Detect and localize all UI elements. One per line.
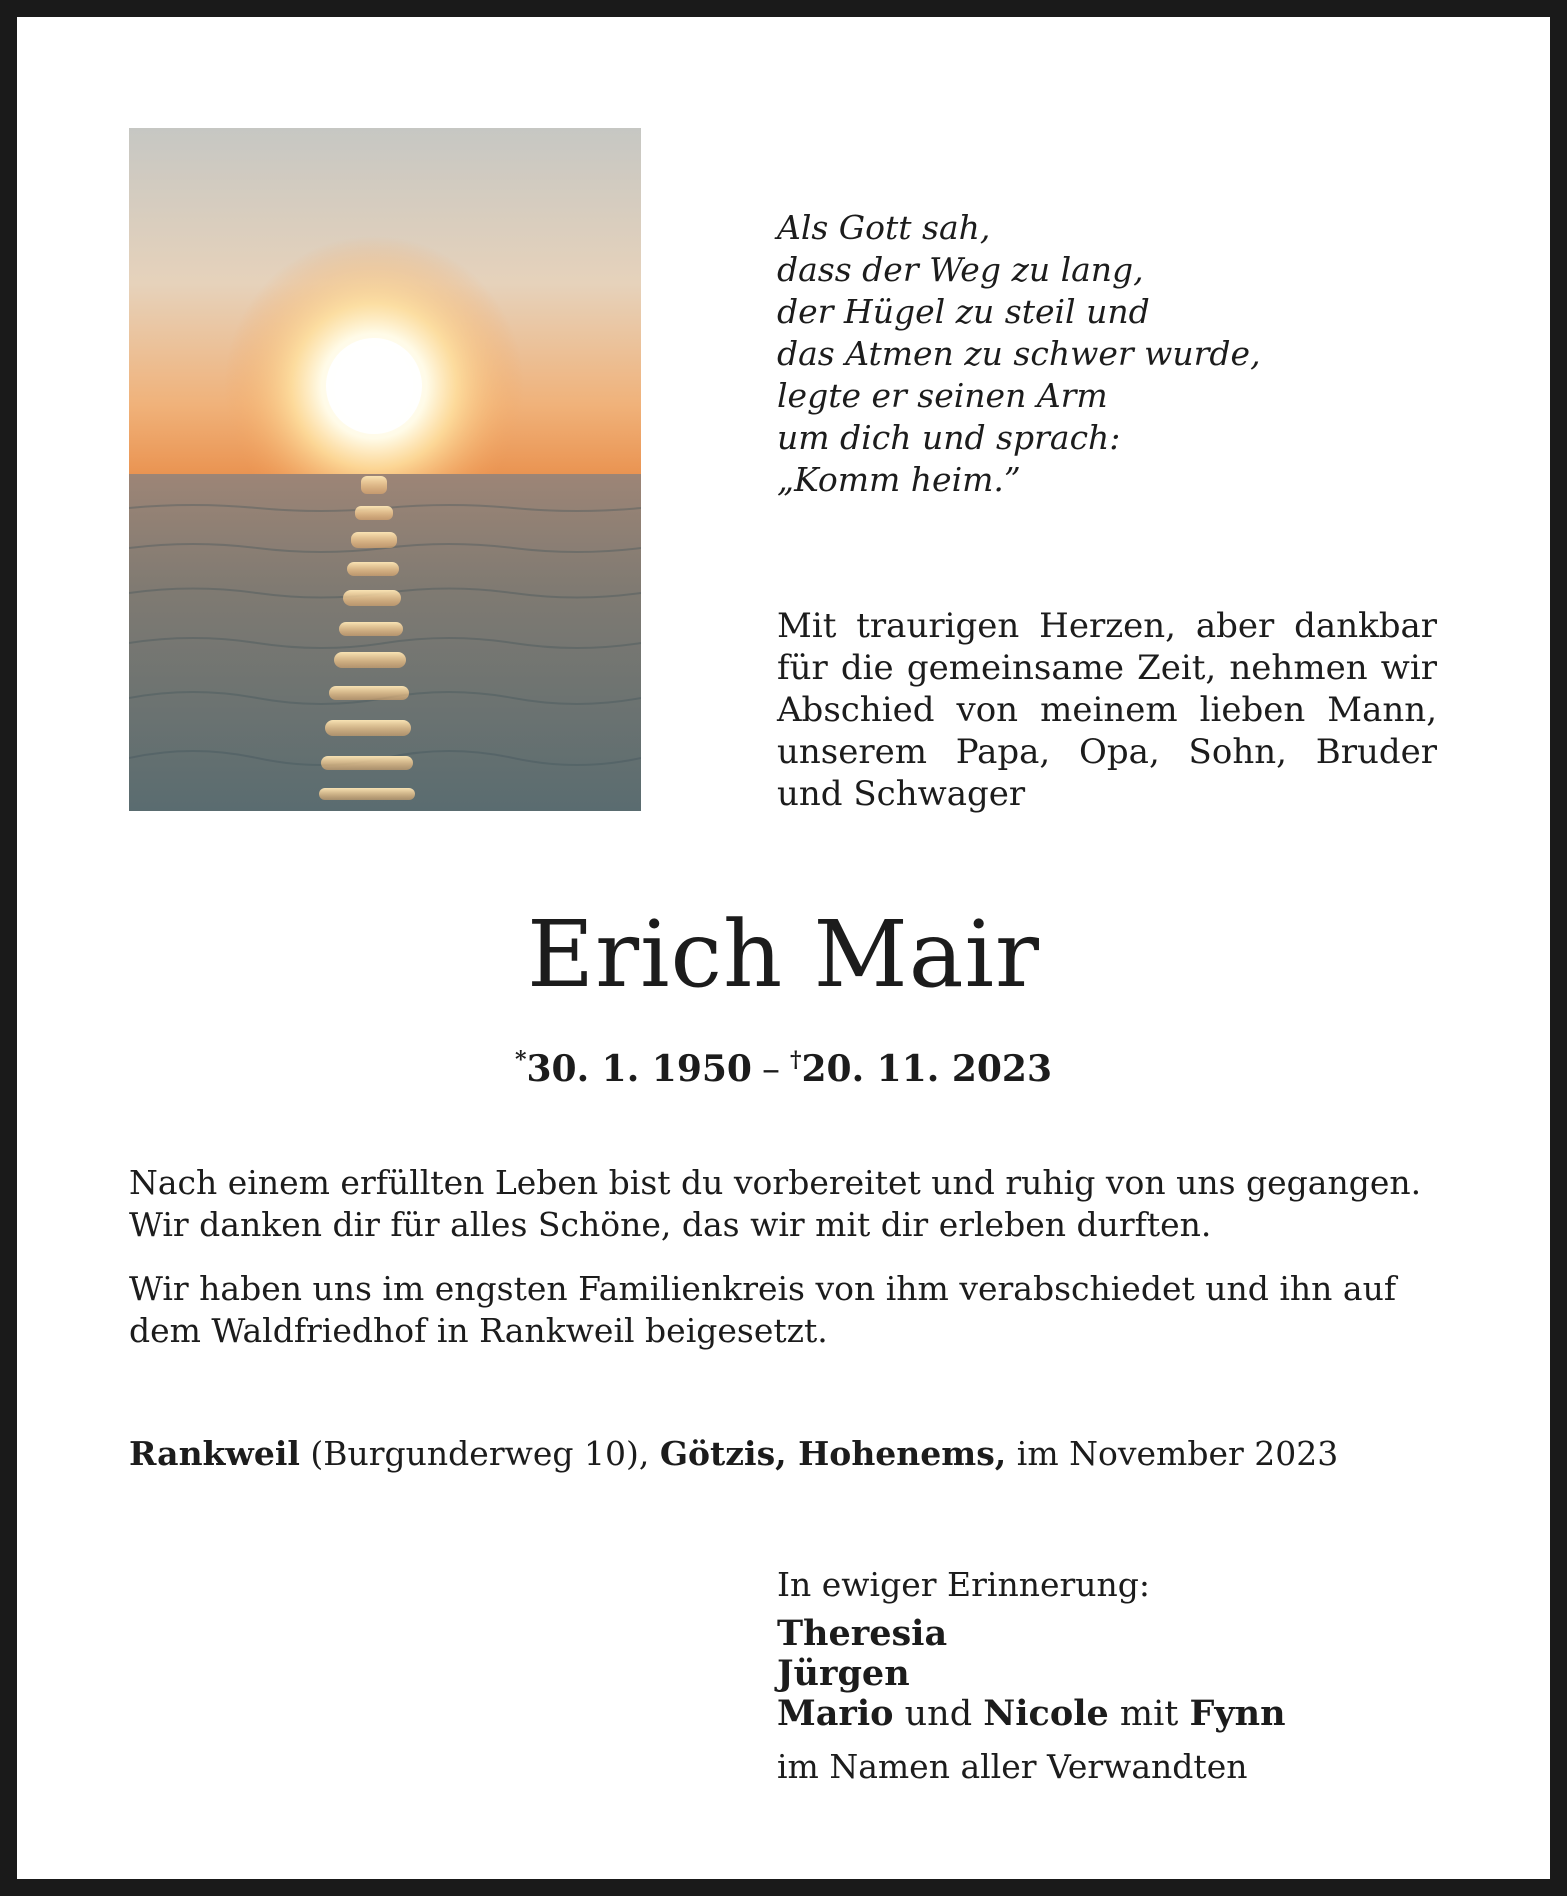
place-and-date — [129, 1433, 1338, 1475]
poem-line: der Hügel zu steil und — [777, 292, 1150, 331]
sunset-over-sea-photo — [129, 128, 641, 811]
mourner-name: Jürgen — [777, 1653, 910, 1694]
conjunction: mit — [1108, 1694, 1190, 1734]
date-separator: – — [761, 1049, 780, 1090]
mourner-name: Nicole — [983, 1693, 1109, 1734]
poem-line: dass der Weg zu lang, — [777, 250, 1144, 289]
poem-line: um dich und sprach: — [777, 418, 1121, 457]
death-symbol: † — [789, 1047, 802, 1073]
mourner-name: Theresia — [777, 1613, 948, 1654]
conjunction: und — [893, 1694, 984, 1734]
sunset-image — [129, 128, 641, 811]
mourner-name: Fynn — [1189, 1693, 1286, 1734]
intro-text: Mit traurigen Herzen, aber dankbar für die gemeinsame Zeit, nehmen wir Abschied von meinem lieben Mann, unserem Papa, Opa, Sohn, Bruder und Schwager — [777, 606, 1437, 814]
place-town: Rankweil — [129, 1434, 300, 1473]
mourner-name: Mario — [777, 1693, 894, 1734]
life-dates — [0, 1037, 1567, 1093]
poem-line: „Komm heim.” — [777, 460, 1021, 499]
paragraph-line: Wir danken dir für alles Schöne, das wir mit dir erleben durften. — [129, 1205, 1212, 1244]
birth-date: 30. 1. 1950 — [526, 1048, 752, 1090]
deceased-name: Erich Mair — [526, 901, 1041, 1008]
place-date: im November 2023 — [1006, 1434, 1339, 1473]
farewell-paragraph — [129, 1162, 1439, 1246]
poem-line: legte er seinen Arm — [777, 376, 1108, 415]
mourner-names-line — [777, 1694, 1286, 1734]
death-date: 20. 11. 2023 — [801, 1048, 1053, 1090]
paragraph-line: Nach einem erfüllten Leben bist du vorbereitet und ruhig von uns gegangen. — [129, 1163, 1422, 1202]
signoff — [777, 1564, 1286, 1788]
burial-paragraph — [129, 1268, 1439, 1352]
signoff-closing: im Namen aller Verwandten — [777, 1747, 1248, 1786]
paragraph-line: dem Waldfriedhof in Rankweil beigesetzt. — [129, 1311, 828, 1350]
signoff-heading: In ewiger Erinnerung: — [777, 1565, 1151, 1604]
paragraph-line: Wir haben uns im engsten Familienkreis von ihm verabschiedet und ihn auf — [129, 1269, 1397, 1308]
poem-line: Als Gott sah, — [777, 208, 991, 247]
birth-symbol: * — [514, 1047, 527, 1073]
poem — [777, 207, 1477, 501]
poem-line: das Atmen zu schwer wurde, — [777, 334, 1261, 373]
place-towns: Götzis, Hohenems, — [659, 1434, 1007, 1473]
place-address: (Burgunderweg 10), — [299, 1434, 660, 1473]
